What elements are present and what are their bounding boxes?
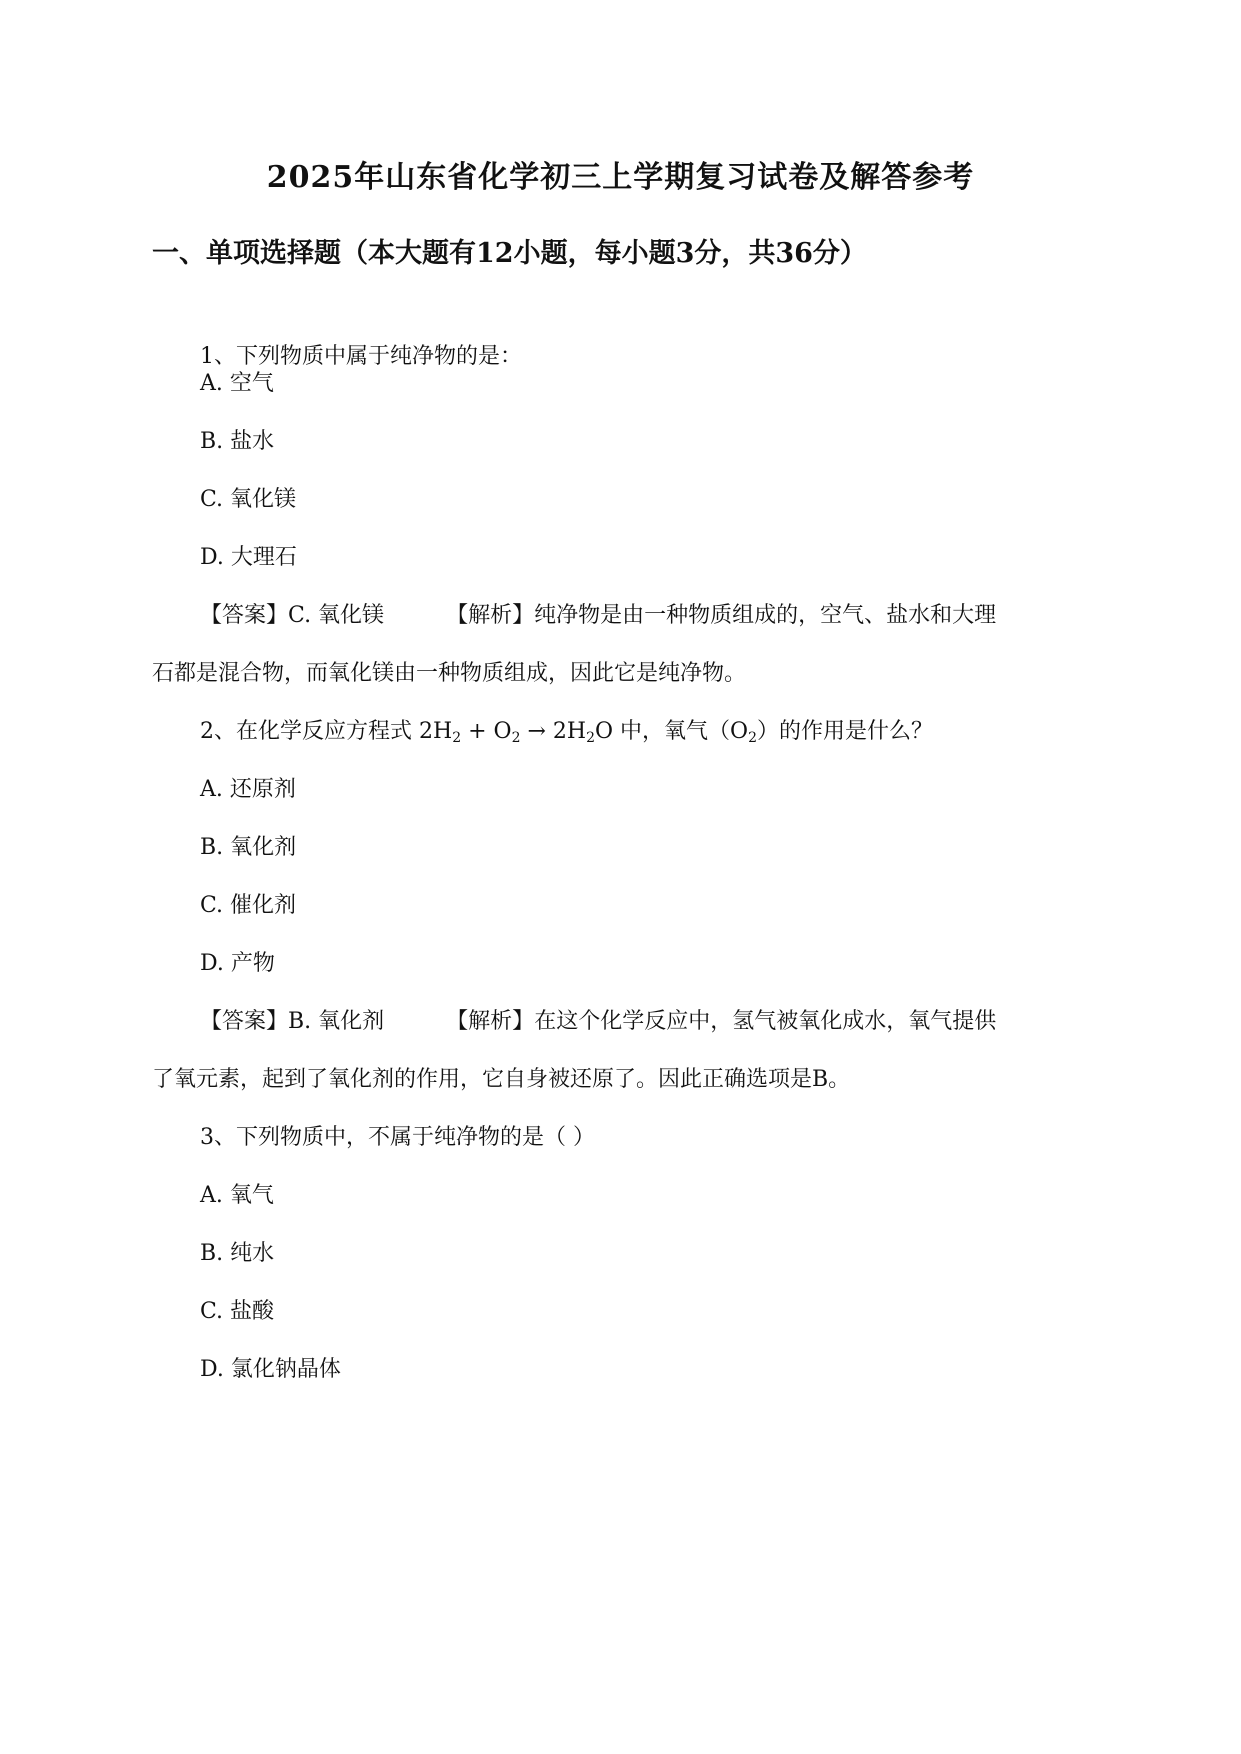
question-1-analysis-continued: 石都是混合物，而氧化镁由一种物质组成，因此它是纯净物。	[152, 661, 747, 686]
question-2-stem	[200, 716, 933, 748]
question-3-stem: 3、下列物质中，不属于纯净物的是（ ）	[200, 1125, 595, 1150]
analysis-tag: 【解析】	[446, 603, 535, 628]
stem-text: ）的作用是什么？	[757, 719, 934, 744]
question-1-stem: 1、下列物质中属于纯净物的是：	[200, 344, 522, 369]
stem-text: → 2H	[520, 719, 587, 744]
question-1-option-a: A. 空气	[200, 371, 274, 396]
analysis-text: 在这个化学反应中，氢气被氧化成水，氧气提供	[534, 1009, 997, 1034]
subscript: 2	[748, 730, 758, 746]
question-2-option-c: C. 催化剂	[200, 893, 297, 918]
subscript: 2	[511, 730, 521, 746]
subscript: 2	[586, 730, 596, 746]
question-3-option-b: B. 纯水	[200, 1241, 275, 1266]
subscript: 2	[452, 730, 462, 746]
stem-text: + O	[461, 719, 512, 744]
question-2-answer-line	[200, 1006, 996, 1038]
question-2-option-b: B. 氧化剂	[200, 835, 297, 860]
stem-text: O 中，氧气（O	[595, 719, 749, 744]
question-2-analysis-continued: 了氧元素，起到了氧化剂的作用，它自身被还原了。因此正确选项是B。	[152, 1067, 851, 1092]
question-3-option-d: D. 氯化钠晶体	[200, 1357, 341, 1382]
question-3-option-c: C. 盐酸	[200, 1299, 275, 1324]
answer-tag: 【答案】	[200, 603, 289, 628]
question-1-option-d: D. 大理石	[200, 545, 297, 570]
analysis-tag: 【解析】	[446, 1009, 535, 1034]
stem-text: 2、在化学反应方程式 2H	[200, 719, 453, 744]
answer-value: B. 氧化剂	[288, 1009, 385, 1034]
question-2-option-d: D. 产物	[200, 951, 275, 976]
question-1-option-b: B. 盐水	[200, 429, 275, 454]
question-1-answer-line	[200, 600, 996, 632]
question-3-option-a: A. 氧气	[200, 1183, 274, 1208]
answer-tag: 【答案】	[200, 1009, 289, 1034]
document-title: 2025年山东省化学初三上学期复习试卷及解答参考	[266, 160, 975, 195]
analysis-text: 纯净物是由一种物质组成的，空气、盐水和大理	[534, 603, 997, 628]
question-2-option-a: A. 还原剂	[200, 777, 296, 802]
answer-value: C. 氧化镁	[288, 603, 385, 628]
section-title: 一、单项选择题（本大题有12小题，每小题3分，共36分）	[152, 238, 867, 269]
question-1-option-c: C. 氧化镁	[200, 487, 297, 512]
